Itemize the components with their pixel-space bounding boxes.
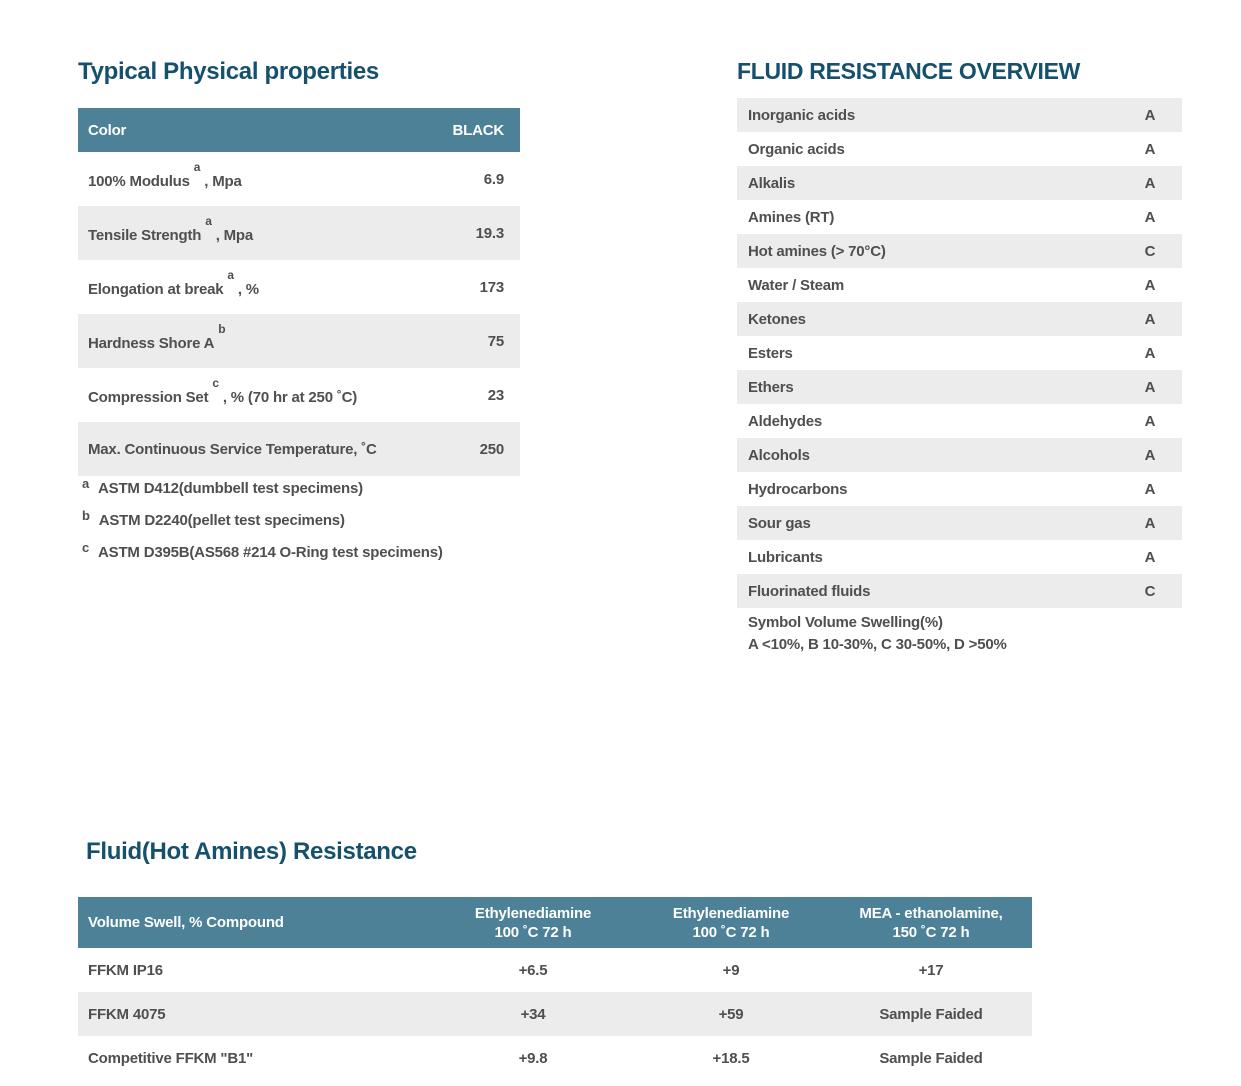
footnote-marker: a	[227, 267, 234, 282]
fluid-row	[737, 472, 1182, 506]
fluid-rating: C	[1144, 242, 1156, 260]
fluid-label: Aldehydes	[748, 412, 823, 430]
property-label	[88, 267, 259, 298]
table-row	[78, 314, 520, 368]
fluid-row	[737, 132, 1182, 166]
fluid-rating: A	[1144, 276, 1156, 294]
swell-value: +34	[520, 1005, 546, 1023]
fluid-label: Ketones	[748, 310, 806, 328]
swell-value: Sample Faided	[879, 1049, 983, 1067]
table-row	[78, 422, 520, 476]
column-header-line2: 150 ˚C 72 h	[892, 923, 970, 941]
fluid-label: Lubricants	[748, 548, 823, 566]
column-header-line2: 100 ˚C 72 h	[494, 923, 572, 941]
fluid-row	[737, 438, 1182, 472]
fluid-label: Organic acids	[748, 140, 845, 158]
fluid-label: Water / Steam	[748, 276, 845, 294]
swelling-legend-line2: A <10%, B 10-30%, C 30-50%, D >50%	[748, 636, 1007, 653]
fluid-row	[737, 404, 1182, 438]
property-value: 250	[479, 440, 504, 458]
compound-name: FFKM 4075	[88, 1005, 166, 1023]
fluid-row	[737, 98, 1182, 132]
swell-value: Sample Faided	[879, 1005, 983, 1023]
fluid-label: Inorganic acids	[748, 106, 856, 124]
property-label	[88, 441, 377, 458]
hot-amines-table	[78, 897, 1032, 1080]
physical-properties-title: Typical Physical properties	[78, 58, 379, 85]
footnote-text: ASTM D395B(AS568 #214 O-Ring test specimens)	[98, 544, 443, 561]
fluid-label: Amines (RT)	[748, 208, 835, 226]
fluid-resistance-table	[737, 98, 1182, 608]
fluid-row	[737, 574, 1182, 608]
property-label-suffix: , Mpa	[215, 226, 254, 244]
footnote-text: ASTM D412(dumbbell test specimens)	[98, 480, 363, 497]
column-header-line1: Ethylenediamine	[474, 904, 592, 922]
column-header	[632, 897, 830, 948]
table-row	[78, 368, 520, 422]
column-header-line1: MEA - ethanolamine,	[859, 904, 1003, 922]
footnote-marker: a	[82, 476, 90, 491]
fluid-label: Hot amines (> 70°C)	[748, 242, 886, 260]
fluid-label: Fluorinated fluids	[748, 582, 871, 600]
fluid-row	[737, 336, 1182, 370]
footnote-marker: c	[212, 375, 219, 390]
footnote-marker: a	[193, 159, 201, 174]
property-label-suffix: , Mpa	[204, 172, 242, 190]
fluid-resistance-title: FLUID RESISTANCE OVERVIEW	[737, 58, 1081, 84]
fluid-rating: A	[1144, 310, 1156, 328]
fluid-row	[737, 234, 1182, 268]
table-row	[78, 1036, 1032, 1080]
fluid-label: Esters	[748, 344, 793, 362]
fluid-row	[737, 370, 1182, 404]
property-value: 75	[487, 332, 504, 350]
table-body	[78, 152, 520, 476]
property-value: 23	[487, 386, 504, 404]
fluid-rating: A	[1144, 344, 1156, 362]
compound-name: FFKM IP16	[88, 961, 163, 979]
header-label: Color	[88, 121, 127, 139]
fluid-rating: A	[1144, 378, 1156, 396]
column-header	[434, 897, 632, 948]
fluid-label: Sour gas	[748, 514, 811, 532]
table-header-row	[78, 108, 520, 152]
footnote-marker: c	[82, 540, 90, 555]
fluid-rating: A	[1144, 412, 1156, 430]
fluid-label: Hydrocarbons	[748, 480, 848, 498]
column-header	[830, 897, 1032, 948]
footnote-text: ASTM D2240(pellet test specimens)	[98, 512, 345, 529]
property-label-text: Compression Set	[88, 388, 209, 406]
fluid-rating: A	[1144, 174, 1156, 192]
fluid-row	[737, 268, 1182, 302]
property-label-text: Elongation at break	[88, 280, 224, 298]
swelling-legend-line1: Symbol Volume Swelling(%)	[748, 614, 943, 631]
table-row	[78, 260, 520, 314]
fluid-rating: A	[1144, 106, 1156, 124]
table-body	[78, 948, 1032, 1080]
column-header-line2: 100 ˚C 72 h	[692, 923, 770, 941]
fluid-row	[737, 166, 1182, 200]
physical-properties-table	[78, 108, 520, 476]
hot-amines-title: Fluid(Hot Amines) Resistance	[86, 838, 417, 865]
swelling-legend	[748, 612, 1007, 656]
column-header-line1: Volume Swell, % Compound	[88, 914, 284, 931]
compound-name: Competitive FFKM "B1"	[88, 1049, 254, 1067]
footnotes	[82, 476, 443, 576]
table-row	[78, 152, 520, 206]
property-value: 6.9	[483, 170, 504, 188]
property-value: 173	[479, 278, 504, 296]
table-header-row	[78, 897, 1032, 948]
table-row	[78, 206, 520, 260]
property-label	[88, 375, 358, 406]
footnote-marker: b	[218, 321, 226, 336]
fluid-rating: A	[1144, 514, 1156, 532]
swell-value: +17	[918, 961, 944, 979]
header-value: BLACK	[452, 121, 504, 139]
property-value: 19.3	[475, 224, 504, 242]
swell-value: +9.8	[518, 1049, 548, 1067]
fluid-row	[737, 506, 1182, 540]
fluid-row	[737, 540, 1182, 574]
column-header	[78, 897, 434, 948]
property-label-suffix: , %	[237, 280, 259, 298]
footnote	[82, 540, 443, 561]
footnote	[82, 508, 443, 529]
property-label-text: 100% Modulus	[88, 172, 190, 190]
fluid-label: Alkalis	[748, 174, 795, 192]
swell-value: +6.5	[518, 961, 548, 979]
swell-value: +9	[722, 961, 740, 979]
swell-value: +18.5	[712, 1049, 750, 1067]
fluid-rating: A	[1144, 140, 1156, 158]
fluid-label: Ethers	[748, 378, 794, 396]
swell-value: +59	[718, 1005, 744, 1023]
fluid-row	[737, 302, 1182, 336]
fluid-rating: A	[1144, 480, 1156, 498]
column-header-line1: Ethylenediamine	[672, 904, 790, 922]
fluid-row	[737, 200, 1182, 234]
footnote-marker: a	[205, 213, 212, 228]
property-label-text: Hardness Shore A	[88, 334, 215, 352]
table-row	[78, 948, 1032, 992]
property-label	[88, 159, 242, 190]
fluid-label: Alcohols	[748, 446, 810, 464]
footnote-marker: b	[82, 508, 90, 523]
property-label	[88, 321, 229, 352]
property-label	[88, 213, 254, 244]
property-label-text: Tensile Strength	[88, 226, 202, 244]
table-row	[78, 992, 1032, 1036]
footnote	[82, 476, 443, 497]
property-label-suffix: , % (70 hr at 250 ˚C)	[222, 388, 358, 406]
property-label-text: Max. Continuous Service Temperature, ˚C	[88, 440, 377, 458]
fluid-rating: A	[1144, 208, 1156, 226]
fluid-rating: C	[1144, 582, 1156, 600]
fluid-rating: A	[1144, 548, 1156, 566]
fluid-rating: A	[1144, 446, 1156, 464]
